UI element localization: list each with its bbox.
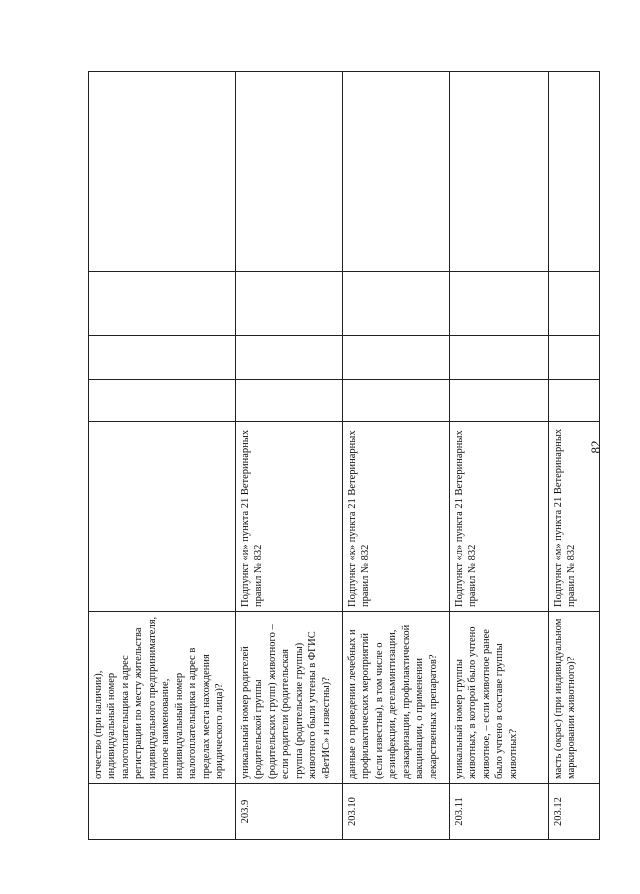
answer-cell-na [89,272,236,336]
item-question: уникальный номер родителей (родительской группы (родительских групп) животного – если родители (родительская группа (родительские группы) животного были учтены в ФГИС «ВетИС» и известны)? [236,612,343,784]
answer-cell-no [236,336,343,380]
inspection-checklist-table [88,71,600,840]
item-reference: Подпункт «и» пункта 21 Ветеринарных правил № 832 [236,422,343,612]
notes-cell [343,72,450,272]
table-row [450,72,549,840]
item-reference: Подпункт «л» пункта 21 Ветеринарных правил № 832 [450,422,549,612]
answer-cell-no [549,336,600,380]
notes-cell [450,72,549,272]
answer-cell-na [450,272,549,336]
notes-cell [89,72,236,272]
item-question: уникальный номер группы животных, в которой было учтено животное, – если животное ранее было учтено в составе группы животных? [450,612,549,784]
answer-cell-na [343,272,450,336]
answer-cell-no [343,336,450,380]
answer-cell-yes [450,380,549,422]
table-row [236,72,343,840]
item-question: отчество (при наличии), индивидуальный номер налогоплательщика и адрес регистрации по месту жительства индивидуального предпринимателя, полное наименование, индивидуальный номер налогоплательщика и адрес в пределах места нахождения юридического лица)? [89,612,236,784]
answer-cell-no [450,336,549,380]
answer-cell-na [549,272,600,336]
item-number: 203.10 [343,784,450,840]
item-number: 203.12 [549,784,600,840]
item-reference [89,422,236,612]
answer-cell-yes [343,380,450,422]
item-reference: Подпункт «м» пункта 21 Ветеринарных правил № 832 [549,422,600,612]
item-question: масть (окрас) (при индивидуальном маркировании животного)? [549,612,600,784]
item-reference: Подпункт «к» пункта 21 Ветеринарных правил № 832 [343,422,450,612]
answer-cell-no [89,336,236,380]
answer-cell-yes [549,380,600,422]
item-number: 203.11 [450,784,549,840]
answer-cell-yes [89,380,236,422]
table-row [343,72,450,840]
table-row [549,72,600,840]
item-number [89,784,236,840]
table-row [89,72,236,840]
answer-cell-yes [236,380,343,422]
item-question: данные о проведении лечебных и профилактических мероприятий (если известны), в том числе о дезинфекции, дегельминтизации, дезакаризации, профилактической вакцинации, о применении лекарственных препаратов? [343,612,450,784]
page-number: 82 [588,440,603,454]
answer-cell-na [236,272,343,336]
notes-cell [549,72,600,272]
notes-cell [236,72,343,272]
item-number: 203.9 [236,784,343,840]
